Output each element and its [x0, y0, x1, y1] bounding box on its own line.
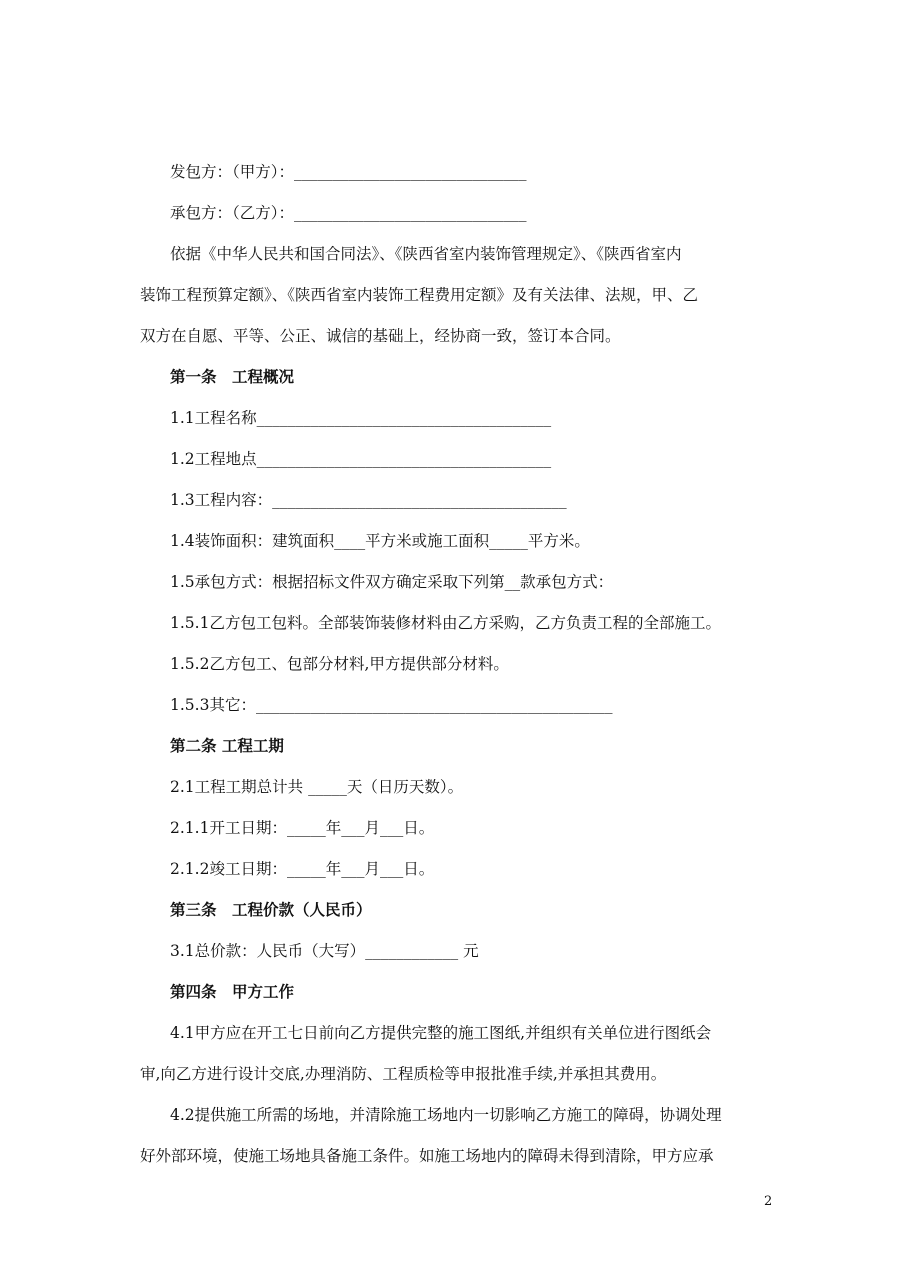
project-content-line: 1.3工程内容：______________________________________	[170, 491, 567, 509]
clause-4-1-line-1: 4.1甲方应在开工七日前向乙方提供完整的施工图纸,并组织有关单位进行图纸会	[170, 1024, 712, 1042]
page-number: 2	[764, 1194, 773, 1209]
project-name-line: 1.1工程名称______________________________________	[170, 409, 552, 427]
clause-4-2-line-1: 4.2提供施工所需的场地，并清除施工场地内一切影响乙方施工的障碍，协调处理	[170, 1106, 722, 1124]
decoration-area-line: 1.4装饰面积：建筑面积____平方米或施工面积_____平方米。	[170, 532, 590, 550]
completion-date-line: 2.1.2竣工日期：_____年___月___日。	[170, 860, 435, 878]
contract-method-1-line: 1.5.1乙方包工包料。全部装饰装修材料由乙方采购，乙方负责工程的全部施工。	[170, 614, 721, 632]
total-duration-line: 2.1工程工期总计共 _____天（日历天数）。	[170, 778, 464, 796]
article-2-title: 第二条 工程工期	[170, 736, 284, 755]
article-3-title: 第三条 工程价款（人民币）	[170, 900, 372, 919]
basis-line-3: 双方在自愿、平等、公正、诚信的基础上，经协商一致，签订本合同。	[140, 327, 621, 345]
start-date-line: 2.1.1开工日期：_____年___月___日。	[170, 819, 435, 837]
contractor-line: 承包方：（乙方）：______________________________	[170, 204, 527, 222]
contract-method-3-line: 1.5.3其它：______________________________________________	[170, 696, 613, 714]
project-location-line: 1.2工程地点______________________________________	[170, 450, 552, 468]
clause-4-1-line-2: 审,向乙方进行设计交底,办理消防、工程质检等申报批准手续,并承担其费用。	[140, 1065, 667, 1083]
article-1-title: 第一条 工程概况	[170, 367, 295, 386]
basis-line-2: 装饰工程预算定额》、《陕西省室内装饰工程费用定额》及有关法律、法规，甲、乙	[140, 286, 699, 304]
contract-method-2-line: 1.5.2乙方包工、包部分材料,甲方提供部分材料。	[170, 655, 509, 673]
clause-4-2-line-2: 好外部环境，使施工场地具备施工条件。如施工场地内的障碍未得到清除，甲方应承	[140, 1147, 714, 1165]
total-price-line: 3.1总价款：人民币（大写）____________ 元	[170, 942, 479, 960]
employer-line: 发包方：（甲方）：______________________________	[170, 163, 527, 181]
basis-line-1: 依据《中华人民共和国合同法》、《陕西省室内装饰管理规定》、《陕西省室内	[170, 245, 682, 263]
article-4-title: 第四条 甲方工作	[170, 982, 295, 1001]
contract-method-line: 1.5承包方式：根据招标文件双方确定采取下列第__款承包方式：	[170, 573, 614, 591]
